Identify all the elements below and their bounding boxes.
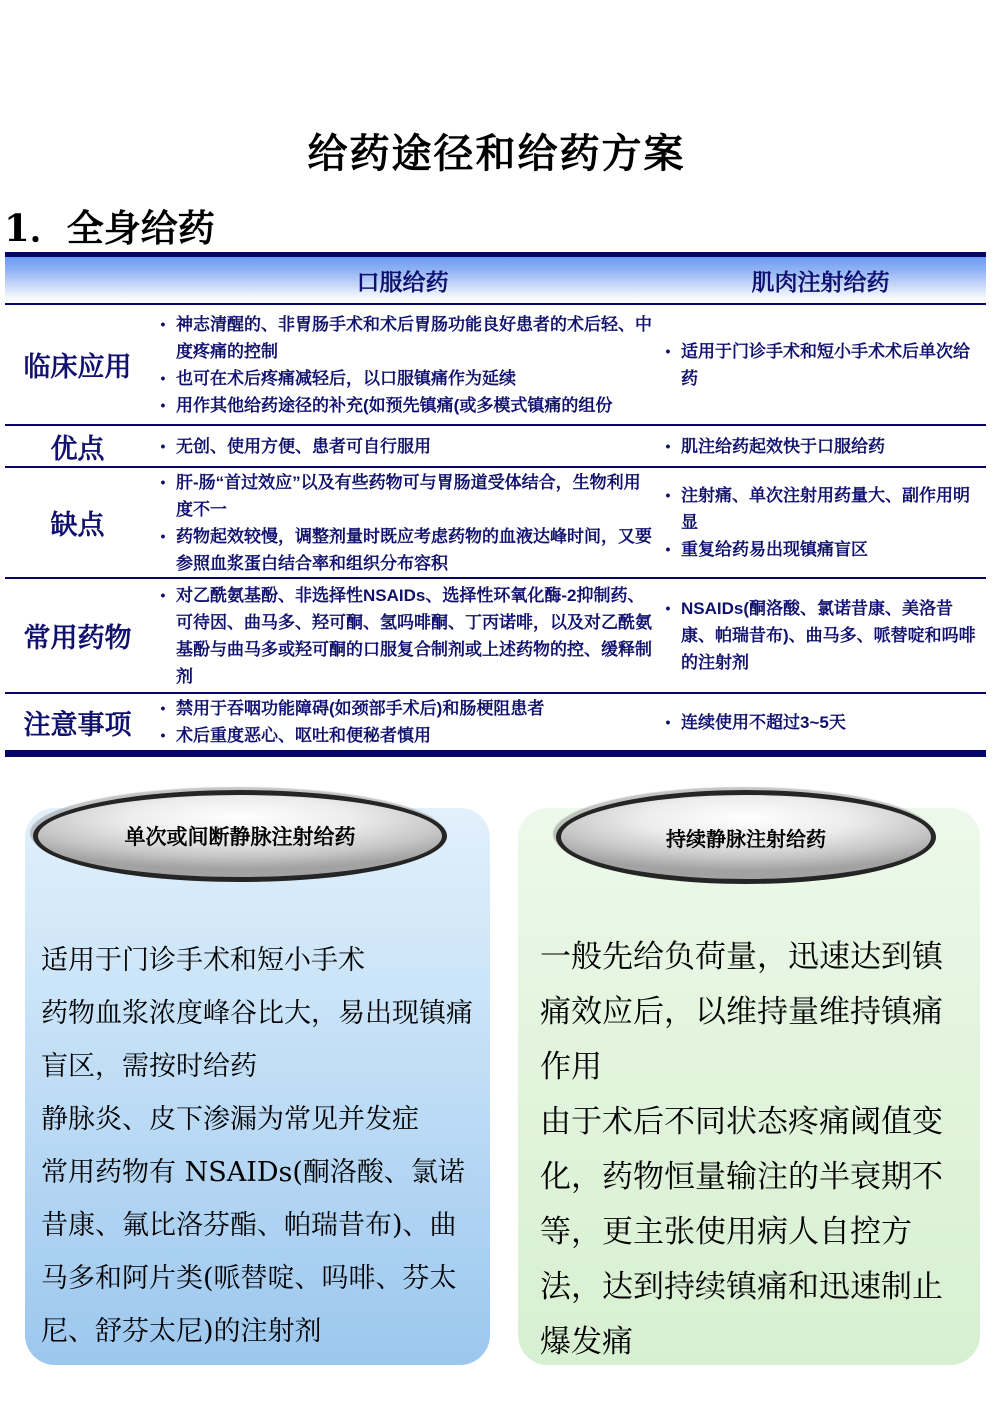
panel-paragraph: 由于术后不同状态疼痛阈值变化，药物恒量输注的半衰期不等，更主张使用病人自控方法，达到持续镇痛和迅速制止爆发痛 xyxy=(540,1104,943,1360)
oral-cell xyxy=(150,582,655,690)
bullet-dot-icon: • xyxy=(665,600,671,616)
panel-paragraph: 一般先给负荷量，迅速达到镇痛效应后，以维持量维持镇痛作用 xyxy=(540,939,943,1085)
bullet-item xyxy=(150,523,655,577)
im-cell xyxy=(655,595,986,676)
iv-continuous-oval-label: 持续静脉注射给药 xyxy=(666,826,826,851)
bullet-item xyxy=(655,536,986,563)
bullet-text: 连续使用不超过3~5天 xyxy=(681,712,846,732)
page-title: 给药途径和给药方案 xyxy=(307,130,686,177)
bullet-text: NSAIDs(酮洛酸、氯诺昔康、美洛昔康、帕瑞昔布)、曲马多、哌替啶和吗啡的注射剂 xyxy=(681,599,976,672)
iv-continuous-oval-title xyxy=(556,790,936,884)
table-row xyxy=(5,694,986,750)
iv-bolus-oval-title xyxy=(33,790,447,882)
bullet-dot-icon: • xyxy=(160,700,166,716)
bullet-text: 对乙酰氨基酚、非选择性NSAIDs、选择性环氧化酶-2抑制药、可待因、曲马多、羟可酮、氢吗啡酮、丁丙诺啡，以及对乙酰氨基酚与曲马多或羟可酮的口服复合制剂或上述药物的控、缓释制剂 xyxy=(176,585,652,686)
bullet-dot-icon: • xyxy=(665,342,671,359)
im-cell xyxy=(655,433,986,460)
bullet-dot-icon: • xyxy=(160,315,166,332)
oral-cell xyxy=(150,433,655,460)
panel-paragraph: 药物血浆浓度峰谷比大，易出现镇痛盲区，需按时给药 xyxy=(41,998,473,1082)
panel-paragraph: 静脉炎、皮下渗漏为常见并发症 xyxy=(41,1104,419,1135)
bullet-item xyxy=(150,392,655,419)
table-row xyxy=(5,426,986,468)
bullet-text: 无创、使用方便、患者可自行服用 xyxy=(176,436,431,456)
oral-cell xyxy=(150,469,655,577)
table-body xyxy=(5,305,986,750)
oral-cell xyxy=(150,311,655,419)
section-heading: 1．全身给药 xyxy=(4,206,215,250)
iv-continuous-panel xyxy=(518,808,980,1365)
bullet-dot-icon: • xyxy=(665,713,671,730)
table-row xyxy=(5,468,986,579)
oral-cell xyxy=(150,695,655,749)
bullet-item xyxy=(150,365,655,392)
bullet-text: 重复给药易出现镇痛盲区 xyxy=(681,540,868,559)
im-cell xyxy=(655,709,986,736)
bullet-item xyxy=(150,582,655,690)
bullet-dot-icon: • xyxy=(160,727,166,743)
im-cell xyxy=(655,338,986,392)
im-cell xyxy=(655,482,986,563)
bullet-dot-icon: • xyxy=(160,586,166,603)
bullet-item xyxy=(655,338,986,392)
table-row xyxy=(5,579,986,694)
bullet-text: 术后重度恶心、呕吐和便秘者慎用 xyxy=(176,726,431,745)
bullet-item xyxy=(655,595,986,676)
bullet-item xyxy=(150,695,655,722)
row-label: 优点 xyxy=(50,433,105,464)
iv-bolus-oval-label: 单次或间断静脉注射给药 xyxy=(124,824,356,849)
iv-continuous-panel-text xyxy=(518,808,980,1370)
bullet-dot-icon: • xyxy=(160,396,166,413)
bullet-item xyxy=(655,482,986,536)
row-label: 缺点 xyxy=(50,510,105,540)
row-label: 常用药物 xyxy=(23,623,132,653)
iv-bolus-panel xyxy=(25,808,490,1365)
administration-route-table xyxy=(5,252,986,757)
panel-paragraph: 常用药物有 NSAIDs(酮洛酸、氯诺昔康、氟比洛芬酯、帕瑞昔布)、曲马多和阿片类(哌替啶、吗啡、芬太尼、舒芬太尼)的注射剂 xyxy=(41,1157,465,1347)
row-label: 临床应用 xyxy=(23,352,132,382)
table-header-row xyxy=(5,252,986,305)
bullet-item xyxy=(150,433,655,460)
bullet-item xyxy=(150,311,655,365)
bullet-dot-icon: • xyxy=(665,541,671,557)
table-header-oral: 口服给药 xyxy=(356,268,449,295)
table-row xyxy=(5,305,986,426)
bullet-dot-icon: • xyxy=(160,437,166,454)
bullet-dot-icon: • xyxy=(160,527,166,544)
bullet-item xyxy=(150,469,655,523)
row-label: 注意事项 xyxy=(23,709,132,740)
bullet-dot-icon: • xyxy=(160,369,166,386)
bullet-text: 神志清醒的、非胃肠手术和术后胃肠功能良好患者的术后轻、中度疼痛的控制 xyxy=(176,314,652,361)
bullet-item xyxy=(150,722,655,749)
bullet-dot-icon: • xyxy=(665,487,671,503)
bullet-item xyxy=(655,709,986,736)
bullet-item xyxy=(655,433,986,460)
table-header-im: 肌肉注射给药 xyxy=(751,268,890,295)
bullet-text: 禁用于吞咽功能障碍(如颈部手术后)和肠梗阻患者 xyxy=(176,699,545,718)
bullet-text: 注射痛、单次注射用药量大、副作用明显 xyxy=(681,486,970,532)
bullet-text: 肝-肠“首过效应”以及有些药物可与胃肠道受体结合，生物利用度不一 xyxy=(176,472,641,519)
iv-bolus-panel-text xyxy=(25,808,490,1358)
bullet-text: 肌注给药起效快于口服给药 xyxy=(681,436,885,456)
table-bottom-border xyxy=(5,750,986,757)
panel-paragraph: 适用于门诊手术和短小手术 xyxy=(41,945,365,976)
bullet-dot-icon: • xyxy=(160,473,166,490)
bullet-text: 也可在术后疼痛减轻后，以口服镇痛作为延续 xyxy=(176,368,516,388)
bullet-text: 适用于门诊手术和短小手术术后单次给药 xyxy=(681,341,970,388)
bullet-text: 药物起效较慢，调整剂量时既应考虑药物的血液达峰时间，又要参照血浆蛋白结合率和组织分布容积 xyxy=(176,526,652,573)
bullet-dot-icon: • xyxy=(665,437,671,454)
bullet-text: 用作其他给药途径的补充(如预先镇痛(或多模式镇痛的组份 xyxy=(176,395,613,415)
